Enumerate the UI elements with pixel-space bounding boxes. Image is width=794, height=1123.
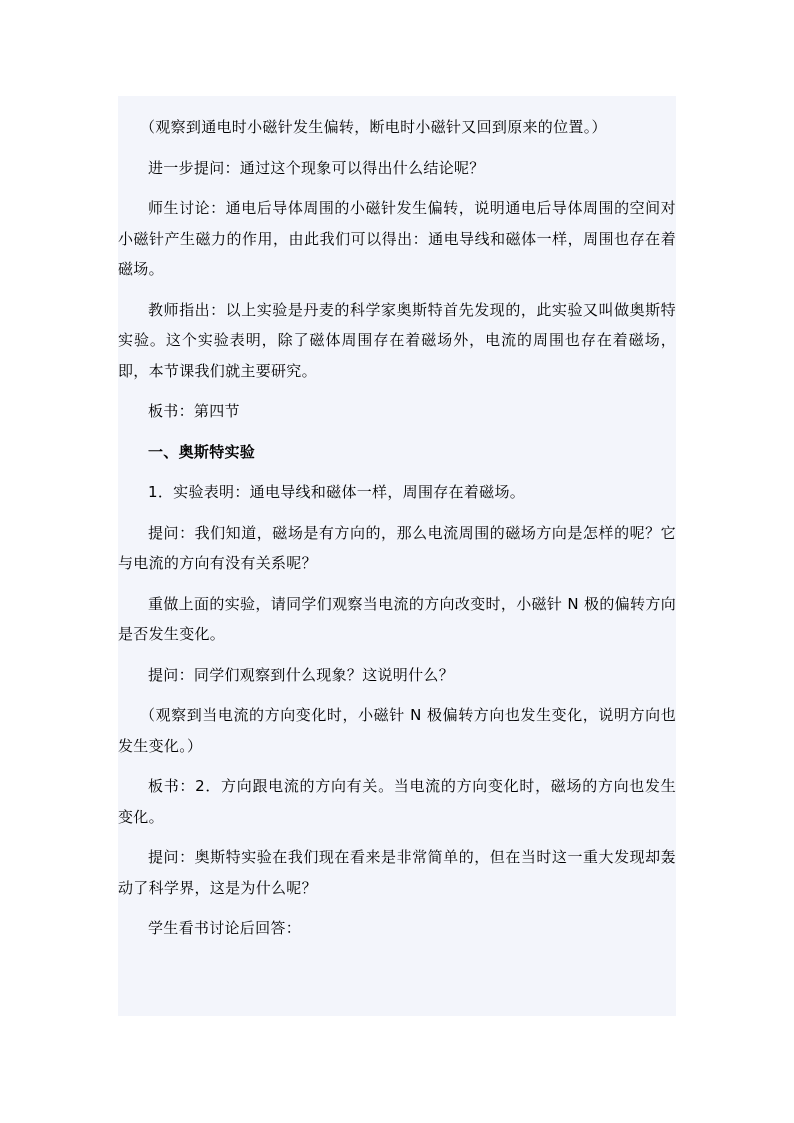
document-body — [118, 112, 676, 954]
paragraph-observation-2: （观察到当电流的方向变化时，小磁针 N 极偏转方向也发生变化，说明方向也发生变化。） — [118, 706, 676, 755]
document-page — [118, 96, 676, 1016]
paragraph-experiment-result: 1．实验表明：通电导线和磁体一样，周围存在着磁场。 — [148, 483, 526, 501]
paragraph-question-phenomenon: 提问：同学们观察到什么现象？这说明什么？ — [148, 665, 455, 684]
paragraph-discussion: 师生讨论：通电后导体周围的小磁针发生偏转，说明通电后导体周围的空间对小磁针产生磁力的作用，由此我们可以得出：通电导线和磁体一样，周围也存在着磁场。 — [118, 199, 676, 278]
paragraph-board-direction: 板书：2．方向跟电流的方向有关。当电流的方向变化时，磁场的方向也发生变化。 — [118, 777, 676, 826]
paragraph-student-answer: 学生看书讨论后回答： — [148, 919, 302, 937]
paragraph-teacher-note: 教师指出：以上实验是丹麦的科学家奥斯特首先发现的，此实验又叫做奥斯特实验。这个实验表明，除了磁体周围存在着磁场外，电流的周围也存在着磁场，即，本节课我们就主要研究。 — [118, 300, 676, 380]
paragraph-board-section: 板书：第四节 — [148, 402, 240, 420]
paragraph-observation-1: （观察到通电时小磁针发生偏转，断电时小磁针又回到原来的位置。） — [140, 118, 607, 136]
paragraph-question-direction: 提问：我们知道，磁场是有方向的，那么电流周围的磁场方向是怎样的呢？它与电流的方向有没有关系呢？ — [118, 523, 676, 572]
paragraph-further-question: 进一步提问：通过这个现象可以得出什么结论呢？ — [148, 158, 485, 177]
paragraph-question-significance: 提问：奥斯特实验在我们现在看来是非常简单的，但在当时这一重大发现却轰动了科学界，这是为什么呢？ — [118, 848, 676, 897]
section-heading-oersted: 一、奥斯特实验 — [148, 442, 256, 461]
paragraph-redo-experiment: 重做上面的实验，请同学们观察当电流的方向改变时，小磁针 N 极的偏转方向是否发生变化。 — [118, 594, 676, 643]
